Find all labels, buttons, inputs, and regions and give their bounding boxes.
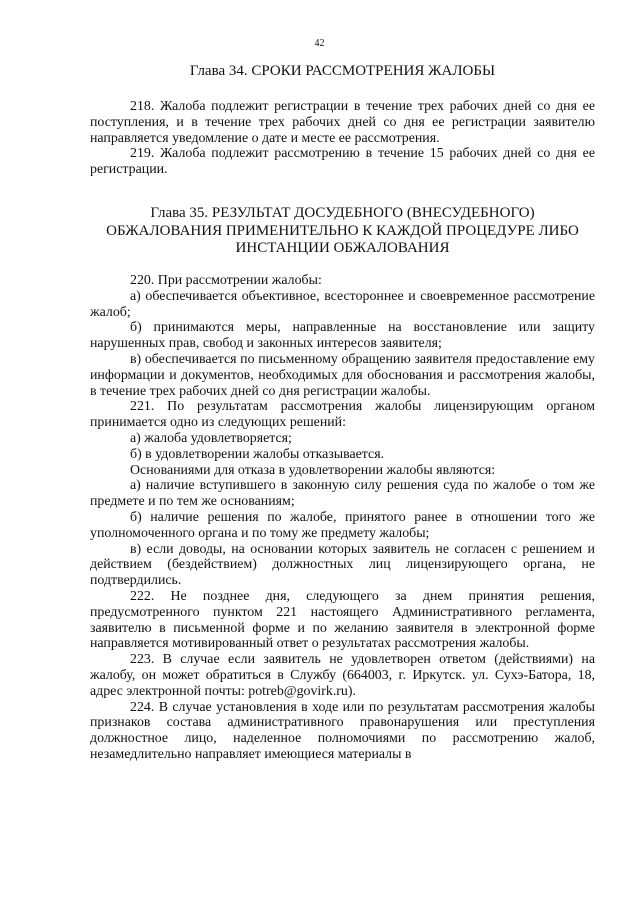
paragraph-221: 221. По результатам рассмотрения жалобы лицензирующим органом принимается одно из следующих решений: [90,399,595,431]
list-item: в) если доводы, на основании которых заявитель не согласен с решением и действием (бездействием) должностных лиц лицензирующего органа, не подтвердились. [90,541,595,589]
refusal-grounds-intro: Основаниями для отказа в удовлетворении жалобы являются: [130,462,496,478]
chapter-35-heading-line: Глава 35. РЕЗУЛЬТАТ ДОСУДЕБНОГО (ВНЕСУДЕБНОГО) [150,205,535,221]
list-item: а) наличие вступившего в законную силу решения суда по жалобе о том же предмете и по тем же основаниям; [90,478,595,510]
chapter-35-body [90,273,595,763]
paragraph-219: 219. Жалоба подлежит рассмотрению в течение 15 рабочих дней со дня ее регистрации. [90,146,595,178]
list-item: а) жалоба удовлетворяется; [130,430,292,446]
paragraph-224: 224. В случае установления в ходе или по результатам рассмотрения жалобы признаков состава административного правонарушения или преступления должностное лицо, наделенное полномочиями по рассмотрению жалоб, незамедлительно направляет имеющиеся материалы в [90,699,595,762]
chapter-35-heading [90,205,595,258]
page-number: 42 [314,38,325,49]
paragraph-223: 223. В случае если заявитель не удовлетворен ответом (действиями) на жалобу, он может обратиться в Службу (664003, г. Иркутск. ул. Сухэ-Батора, 18, адрес электронной почты: potreb@govirk.ru). [90,652,595,699]
chapter-35-heading-line: ОБЖАЛОВАНИЯ ПРИМЕНИТЕЛЬНО К КАЖДОЙ ПРОЦЕДУРЕ ЛИБО [106,222,579,239]
list-item: в) обеспечивается по письменному обращению заявителя предоставление ему информации и документов, необходимых для обоснования и рассмотрения жалобы, в течение трех рабочих дней со дня регистрации жалобы. [90,351,595,399]
paragraph-222: 222. Не позднее дня, следующего за днем принятия решения, предусмотренного пунктом 221 настоящего Административного регламента, заявителю в письменной форме и по желанию заявителя в электронной форме направляется мотивированный ответ о результатах рассмотрения жалобы. [90,588,595,652]
chapter-35-heading-line: ИНСТАНЦИИ ОБЖАЛОВАНИЯ [235,240,450,256]
chapter-34-heading: Глава 34. СРОКИ РАССМОТРЕНИЯ ЖАЛОБЫ [189,63,496,79]
list-item: а) обеспечивается объективное, всестороннее и своевременное рассмотрение жалоб; [90,288,595,320]
list-item: б) принимаются меры, направленные на восстановление или защиту нарушенных прав, свобод и законных интересов заявителя; [90,320,595,352]
chapter-34-body [90,99,595,178]
paragraph-220: 220. При рассмотрении жалобы: [130,273,322,288]
list-item: б) наличие решения по жалобе, принятого ранее в отношении того же уполномоченного органа и по тому же предмету жалобы; [90,509,595,541]
list-item: б) в удовлетворении жалобы отказывается. [130,446,385,462]
paragraph-218: 218. Жалоба подлежит регистрации в течение трех рабочих дней со дня ее поступления, и в течение трех рабочих дней со дня ее регистрации заявителю направляется уведомление о дате и месте ее рассмотрения. [90,99,595,146]
